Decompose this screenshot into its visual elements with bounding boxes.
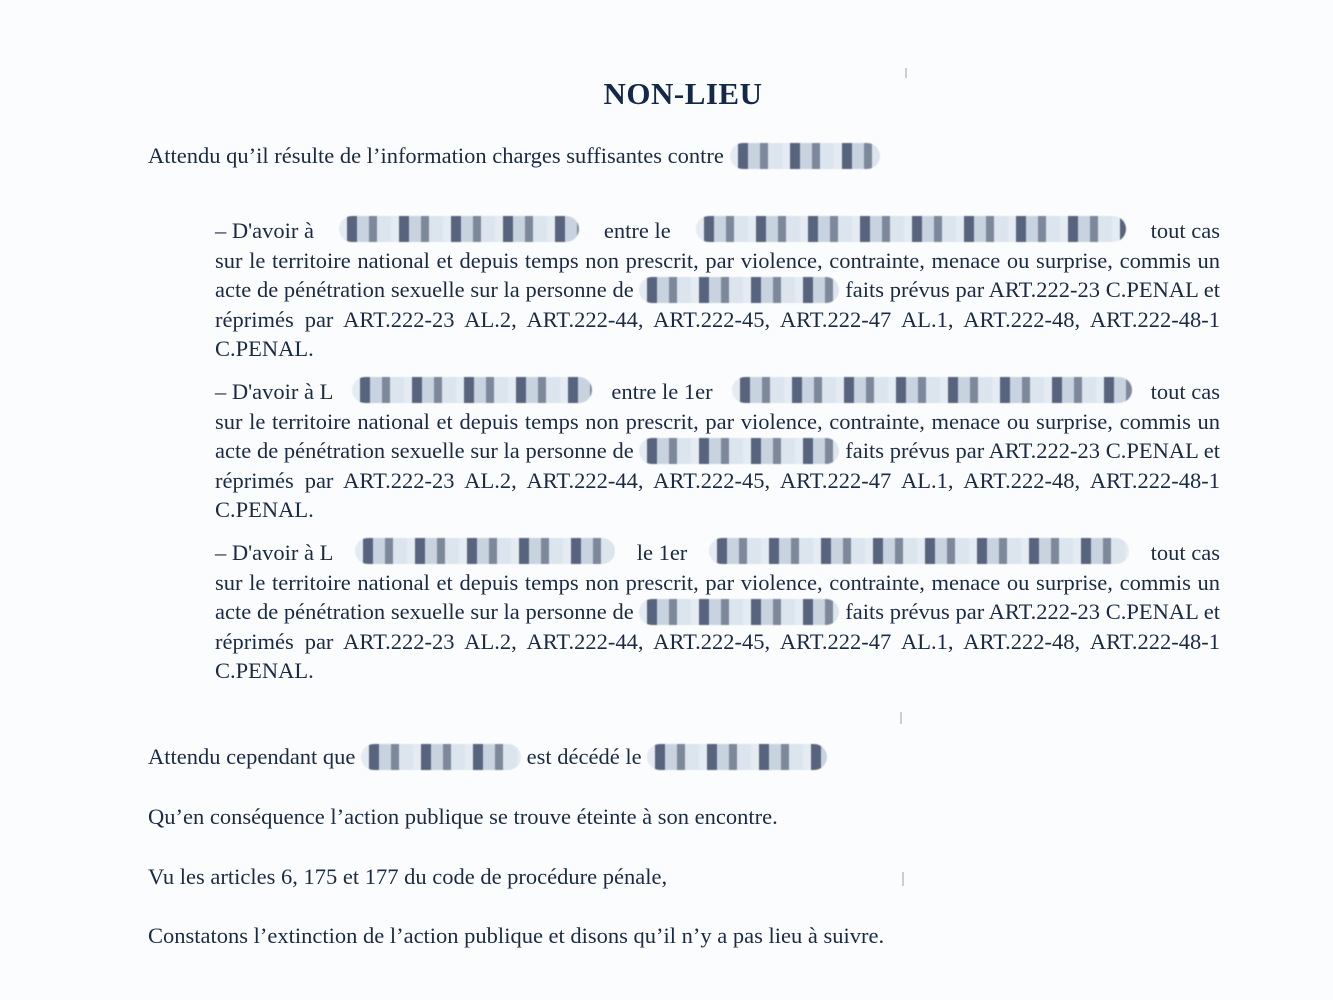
count-3-body bbox=[215, 568, 1220, 686]
count-1-law: prévus par ART.222-23 C.PENAL et réprimés par ART.222-23 AL.2, ART.222-44, ART.222-45, ART.222-47 AL.1, ART.222-48, ART.222-48-1 C.PENAL. bbox=[215, 277, 1221, 361]
scan-artifact bbox=[905, 68, 907, 78]
count-1-body-text: sur le territoire national et depuis temps non prescrit, par violence, contrainte, menace ou surprise, commis un acte de pénétration sexuelle sur la personne de bbox=[215, 247, 1220, 302]
count-2-mid: entre le 1er bbox=[611, 379, 713, 404]
count-3-law: prévus par ART.222-23 C.PENAL et réprimés par ART.222-23 AL.2, ART.222-44, ART.222-45, ART.222-47 AL.1, ART.222-48, ART.222-48-1 C.PENAL. bbox=[215, 599, 1221, 683]
vu-articles-line: Vu les articles 6, 175 et 177 du code de procédure pénale, bbox=[148, 864, 668, 889]
constatons-line: Constatons l’extinction de l’action publique et disons qu’il n’y a pas lieu à suivre. bbox=[148, 923, 885, 948]
intro-line bbox=[148, 143, 880, 169]
count-1-faits: faits bbox=[845, 277, 884, 302]
intro-text: Attendu qu’il résulte de l’information charges suffisantes contre bbox=[148, 143, 724, 168]
count-1-first-line bbox=[215, 216, 1220, 246]
count-3-start: – D'avoir à L bbox=[215, 540, 334, 565]
attendu-cependant-text: Attendu cependant que bbox=[148, 744, 356, 769]
document-title: NON-LIEU bbox=[603, 76, 763, 111]
attendu-cependant-line bbox=[148, 744, 827, 770]
count-3-after: tout cas bbox=[1150, 540, 1220, 565]
redacted-location bbox=[339, 216, 579, 242]
count-1-body bbox=[215, 246, 1220, 364]
count-3-body-text: sur le territoire national et depuis temps non prescrit, par violence, contrainte, menace ou surprise, commis un acte de pénétration sexuelle sur la personne de bbox=[215, 569, 1220, 624]
redacted-name bbox=[730, 143, 880, 169]
count-paragraph-2 bbox=[215, 377, 1220, 525]
redacted-victim bbox=[639, 438, 839, 464]
redacted-dates bbox=[696, 216, 1126, 242]
count-2-faits: faits bbox=[845, 438, 884, 463]
count-2-body-text: sur le territoire national et depuis temps non prescrit, par violence, contrainte, menace ou surprise, commis un acte de pénétration sexuelle sur la personne de bbox=[215, 408, 1220, 463]
count-2-body bbox=[215, 407, 1220, 525]
count-paragraph-1 bbox=[215, 216, 1220, 364]
count-1-after: tout cas bbox=[1150, 218, 1220, 243]
count-2-start: – D'avoir à L bbox=[215, 379, 334, 404]
redacted-victim bbox=[639, 277, 839, 303]
count-3-first-line bbox=[215, 538, 1220, 568]
redacted-location bbox=[352, 377, 592, 403]
redacted-name bbox=[361, 744, 521, 770]
count-1-start: – D'avoir à bbox=[215, 218, 315, 243]
count-2-first-line bbox=[215, 377, 1220, 407]
count-3-faits: faits bbox=[845, 599, 884, 624]
count-3-mid: le 1er bbox=[636, 540, 688, 565]
deceased-text: est décédé le bbox=[526, 744, 642, 769]
count-paragraph-3 bbox=[215, 538, 1220, 686]
redacted-location bbox=[355, 538, 615, 564]
scan-artifact bbox=[902, 872, 904, 886]
redacted-dates bbox=[709, 538, 1129, 564]
redacted-victim bbox=[639, 599, 839, 625]
redacted-dates bbox=[732, 377, 1132, 403]
redacted-date bbox=[647, 744, 827, 770]
scan-artifact bbox=[900, 712, 902, 724]
count-2-after: tout cas bbox=[1150, 379, 1220, 404]
count-2-law: prévus par ART.222-23 C.PENAL et réprimés par ART.222-23 AL.2, ART.222-44, ART.222-45, ART.222-47 AL.1, ART.222-48, ART.222-48-1 C.PENAL. bbox=[215, 438, 1221, 522]
consequence-line: Qu’en conséquence l’action publique se trouve éteinte à son encontre. bbox=[148, 804, 778, 829]
count-1-mid: entre le bbox=[603, 218, 671, 243]
